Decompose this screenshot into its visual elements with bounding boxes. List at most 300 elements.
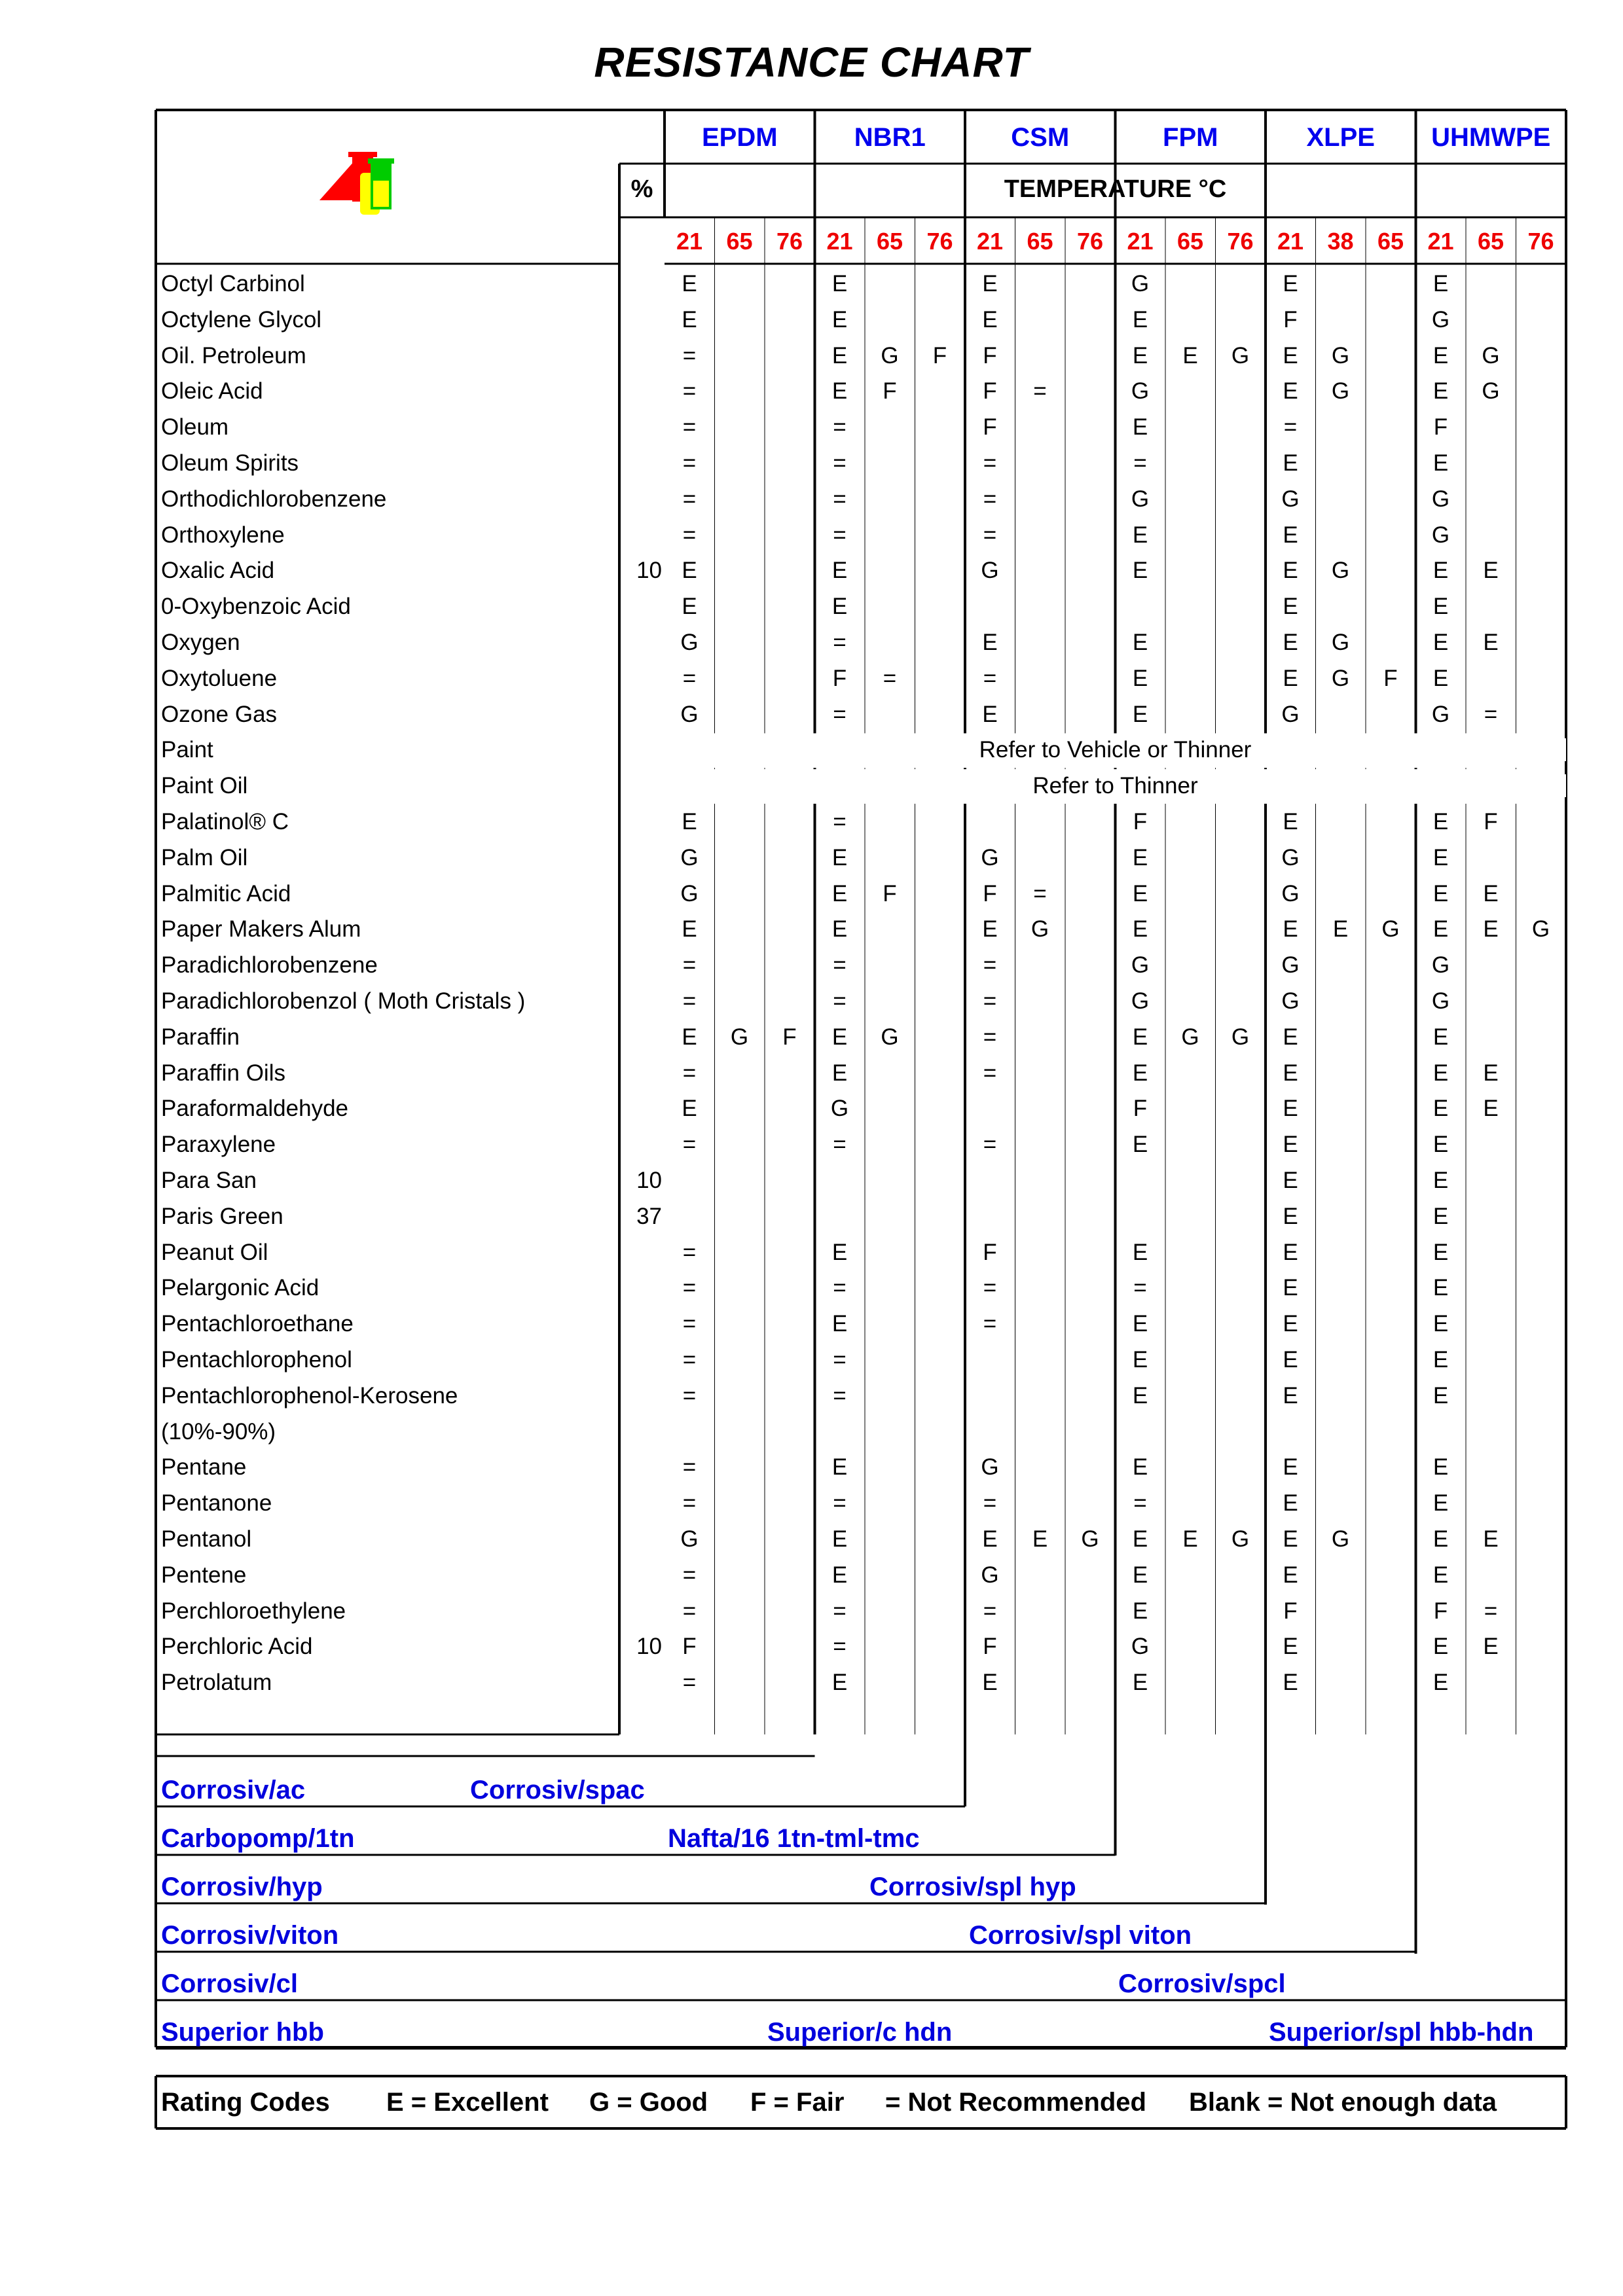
rating-cell: E [1432,1490,1449,1516]
chemical-name: Paradichlorobenzene [161,952,378,978]
rating-cell: = [682,414,697,440]
rating-cell: E [1483,630,1499,655]
rating-cell: E [1432,665,1449,691]
rating-cell: E [1283,558,1298,584]
rating-code: = Not Recommended [885,2088,1146,2117]
rating-cell: = [833,1275,847,1301]
rating-cell: E [1132,1311,1148,1337]
rating-cell: = [682,988,697,1014]
rating-cell: = [1484,701,1498,727]
rating-cell: E [1182,1526,1198,1552]
reference-code: Carbopomp/1tn [161,1824,355,1853]
rating-cell: E [1483,1096,1499,1122]
rating-cell: E [1432,630,1449,655]
chemical-name: Peanut Oil [161,1239,268,1265]
rating-cell: G [680,701,699,727]
material-header-epdm: EPDM [701,123,778,152]
rating-cell: E [1283,1132,1298,1158]
rating-cell: = [682,450,697,476]
temperature-label: 21 [976,228,1004,255]
rating-cell: F [1484,809,1498,834]
rating-cell: E [1283,1168,1298,1193]
rating-cell: E [831,1454,848,1480]
rating-cell: E [1432,378,1449,404]
rating-cell: E [1283,1275,1298,1301]
rating-cell: G [1131,988,1150,1014]
chemical-name: Octylene Glycol [161,306,322,332]
rating-cell: G [1231,1526,1250,1552]
rating-cell: G [1431,522,1450,548]
rating-cell: G [1081,1526,1099,1552]
rating-cell: E [682,809,697,834]
rating-cell: E [1432,1203,1449,1229]
rating-cell: E [831,1526,848,1552]
rating-cell: E [1432,1132,1449,1158]
rating-cell: E [831,1311,848,1337]
rating-cell: F [1283,1598,1298,1624]
chemical-name: Perchloroethylene [161,1598,346,1624]
rating-cell: = [833,809,847,834]
rating-cell: E [682,558,697,584]
rating-cell: E [682,1024,697,1050]
rating-cell: E [831,1060,848,1086]
rating-cell: = [983,1024,997,1050]
rating-cell: E [1432,558,1449,584]
rating-cell: E [682,271,697,296]
rating-cell: = [833,1347,847,1372]
rating-cell: = [1133,1275,1147,1301]
chemical-name: Octyl Carbinol [161,271,305,296]
rating-cell: = [682,486,697,512]
chemical-name: Oxytoluene [161,665,278,691]
rating-cell: E [1283,630,1298,655]
rating-cell: E [1283,665,1298,691]
rating-cell: E [682,916,697,942]
rating-cell: = [682,665,697,691]
rating-cell: E [1032,1526,1048,1552]
material-header-uhmwpe: UHMWPE [1431,123,1551,152]
rating-cell: E [1132,665,1148,691]
rating-cell: E [1132,880,1148,906]
rating-cell: E [1332,916,1349,942]
chemical-name: Paraformaldehyde [161,1096,348,1122]
rating-cell: = [983,1275,997,1301]
rating-cell: G [881,1024,899,1050]
rating-cell: E [1283,1060,1298,1086]
rating-cell: E [1432,809,1449,834]
rating-cell: E [1132,844,1148,870]
rating-cell: F [682,1634,697,1660]
rating-cell: = [833,1132,847,1158]
reference-code: Corrosiv/spl viton [969,1921,1192,1950]
rating-cell: F [782,1024,797,1050]
rating-cell: F [883,880,897,906]
rating-cell: = [682,1382,697,1408]
chemical-name: Paraffin Oils [161,1060,285,1086]
reference-code: Superior hbb [161,2018,324,2047]
rating-cell: = [833,1634,847,1660]
chemical-name: Oleum Spirits [161,450,299,476]
rating-cell: E [1432,1382,1449,1408]
rating-cell: G [1281,952,1300,978]
rating-cell: E [1132,306,1148,332]
chemical-name: Paraffin [161,1024,240,1050]
reference-code: Corrosiv/spac [470,1776,645,1804]
rating-cell: = [1033,880,1047,906]
rating-code: E = Excellent [386,2088,549,2117]
rating-cell: E [1132,522,1148,548]
rating-cell: E [1283,809,1298,834]
rating-cell: = [983,486,997,512]
temperature-label: 38 [1327,228,1354,255]
rating-cell: E [1432,1168,1449,1193]
rating-cell: = [682,522,697,548]
rating-cell: E [1283,1490,1298,1516]
rating-cell: G [1131,486,1150,512]
rating-cell: E [1132,1562,1148,1588]
temperature-label: 76 [1076,228,1104,255]
rating-cell: G [1131,378,1150,404]
rating-cell: E [1432,1562,1449,1588]
rating-cell: E [831,1562,848,1588]
chemical-name: Pentene [161,1562,247,1588]
rating-cell: E [831,844,848,870]
reference-code: Corrosiv/hyp [161,1873,323,1901]
rating-cell: E [1283,1634,1298,1660]
concentration-value: 37 [636,1203,662,1229]
temperature-label: 21 [1277,228,1304,255]
rating-cell: = [682,1598,697,1624]
rating-cell: = [983,522,997,548]
rating-cell: G [981,844,999,870]
rating-cell: = [833,522,847,548]
rating-cell: G [1131,271,1150,296]
rating-cell: = [1133,450,1147,476]
rating-cell: = [833,1382,847,1408]
rating-cell: = [833,988,847,1014]
chemical-name: Para San [161,1168,257,1193]
rating-cell: = [833,701,847,727]
rating-cell: E [1283,1347,1298,1372]
chemical-name: Oxalic Acid [161,558,275,584]
chemical-name: Pentane [161,1454,247,1480]
rating-cell: F [1133,809,1148,834]
chemical-name: Oil. Petroleum [161,342,306,368]
rating-cell: F [983,1634,997,1660]
rating-cell: = [983,1490,997,1516]
rating-code: F = Fair [750,2088,845,2117]
rating-cell: E [1182,342,1198,368]
page-title: RESISTANCE CHART [594,39,1029,86]
rating-cell: G [1281,844,1300,870]
rating-cell: E [982,630,998,655]
concentration-value: 10 [636,1168,662,1193]
rating-cell: E [831,916,848,942]
rating-cell: E [1132,1454,1148,1480]
rating-cell: E [682,594,697,620]
rating-cell: = [682,378,697,404]
rating-cell: E [1283,1670,1298,1696]
rating-cell: = [682,1490,697,1516]
rating-cell: = [833,450,847,476]
rating-cell: = [682,1670,697,1696]
rating-codes-label: Rating Codes [161,2088,330,2117]
rating-cell: G [1331,1526,1350,1552]
rating-cell: G [1331,665,1350,691]
material-header-csm: CSM [1011,123,1070,152]
reference-code: Corrosiv/ac [161,1776,306,1804]
temperature-label: 21 [1427,228,1454,255]
rating-cell: E [1432,916,1449,942]
rating-cell: F [1383,665,1398,691]
rating-cell: E [1283,1024,1298,1050]
rating-cell: F [932,342,947,368]
rating-cell: E [1132,1382,1148,1408]
rating-cell: = [983,1132,997,1158]
rating-cell: G [680,1526,699,1552]
rating-cell: E [1432,844,1449,870]
rating-cell: E [831,378,848,404]
rating-cell: G [1281,701,1300,727]
chemical-name: Oleic Acid [161,378,263,404]
rating-cell: E [1283,342,1298,368]
temperature-label: 65 [1176,228,1204,255]
rating-cell: E [1283,271,1298,296]
temperature-label: 65 [876,228,903,255]
rating-cell: E [982,271,998,296]
rating-cell: G [730,1024,749,1050]
rating-cell: E [1432,1670,1449,1696]
chemical-name: 0-Oxybenzoic Acid [161,594,351,620]
rating-cell: E [1283,1239,1298,1265]
rating-cell: G [1331,630,1350,655]
chemical-name: Petrolatum [161,1670,272,1696]
chemical-name: (10%-90%) [161,1418,276,1444]
rating-cell: E [1483,1526,1499,1552]
rating-cell: E [1283,916,1298,942]
rating-cell: = [1283,414,1298,440]
rating-cell: = [682,1275,697,1301]
rating-cell: = [833,486,847,512]
chemical-name: Pentachlorophenol [161,1347,352,1372]
rating-cell: E [1432,342,1449,368]
temperature-label: 76 [1527,228,1554,255]
temperature-label: 76 [776,228,803,255]
rating-cell: E [1483,558,1499,584]
rating-cell: E [1432,1347,1449,1372]
rating-cell: E [1132,701,1148,727]
temperature-label: 65 [1027,228,1053,255]
rating-cell: E [831,880,848,906]
chemical-name: Oleum [161,414,229,440]
reference-code: Superior/c hdn [767,2018,953,2047]
concentration-value: 10 [636,558,662,584]
refer-note: Refer to Thinner [665,774,1566,797]
rating-cell: E [1283,1382,1298,1408]
rating-cell: G [1131,1634,1150,1660]
rating-cell: E [1132,630,1148,655]
rating-cell: F [983,880,997,906]
rating-cell: E [1132,414,1148,440]
rating-cell: E [831,594,848,620]
rating-cell: E [982,916,998,942]
rating-cell: E [1432,450,1449,476]
rating-cell: = [682,1454,697,1480]
material-header-fpm: FPM [1163,123,1218,152]
rating-cell: E [1432,1454,1449,1480]
rating-cell: E [1432,594,1449,620]
rating-cell: E [1432,1060,1449,1086]
rating-cell: = [682,1239,697,1265]
rating-cell: E [1483,1060,1499,1086]
chemical-name: Oxygen [161,630,240,655]
rating-cell: G [1181,1024,1199,1050]
rating-cell: = [983,1311,997,1337]
rating-cell: = [983,665,997,691]
rating-cell: = [682,1132,697,1158]
rating-cell: E [1432,1096,1449,1122]
rating-cell: E [831,558,848,584]
chemical-name: Palm Oil [161,844,248,870]
rating-cell: G [1231,342,1250,368]
rating-cell: G [1431,306,1450,332]
rating-cell: E [1283,1311,1298,1337]
chemical-name: Paint [161,737,213,763]
rating-cell: E [682,1096,697,1122]
rating-cell: E [1283,1203,1298,1229]
rating-cell: E [1432,1634,1449,1660]
rating-code: G = Good [589,2088,708,2117]
rating-cell: F [983,1239,997,1265]
rating-cell: E [831,1670,848,1696]
chemical-name: Palmitic Acid [161,880,291,906]
rating-cell: G [1331,378,1350,404]
rating-cell: E [1283,1454,1298,1480]
rating-cell: G [1531,916,1550,942]
temperature-label: 65 [726,228,753,255]
rating-cell: E [1132,1060,1148,1086]
temperature-label: 21 [826,228,853,255]
rating-cell: E [1432,1275,1449,1301]
chemical-name: Pentachloroethane [161,1311,354,1337]
rating-cell: E [1432,271,1449,296]
rating-cell: E [1283,378,1298,404]
rating-cell: G [1431,952,1450,978]
rating-cell: = [983,988,997,1014]
rating-cell: E [1283,1526,1298,1552]
rating-cell: F [832,665,847,691]
rating-cell: G [1431,486,1450,512]
rating-cell: G [981,1562,999,1588]
reference-code: Corrosiv/spcl [1118,1969,1286,1998]
rating-cell: = [883,665,897,691]
material-header-nbr1: NBR1 [854,123,926,152]
rating-cell: G [1030,916,1049,942]
rating-cell: E [831,342,848,368]
temperature-label: 65 [1377,228,1404,255]
reference-code: Corrosiv/viton [161,1921,339,1950]
chemical-name: Perchloric Acid [161,1634,313,1660]
rating-cell: F [1433,1598,1448,1624]
rating-cell: E [1132,1598,1148,1624]
rating-cell: G [1281,486,1300,512]
rating-cell: E [1432,1239,1449,1265]
rating-cell: E [1132,1347,1148,1372]
rating-cell: = [983,450,997,476]
rating-cell: F [1433,414,1448,440]
material-header-xlpe: XLPE [1306,123,1375,152]
rating-cell: = [833,1490,847,1516]
rating-cell: = [983,952,997,978]
rating-cell: G [1281,988,1300,1014]
rating-cell: E [1283,1096,1298,1122]
rating-cell: E [1132,1670,1148,1696]
rating-cell: G [1281,880,1300,906]
rating-cell: E [831,271,848,296]
rating-cell: G [1331,342,1350,368]
temperature-label: 76 [1227,228,1254,255]
rating-cell: = [983,1598,997,1624]
temperature-label: 21 [676,228,703,255]
rating-cell: = [682,1311,697,1337]
rating-cell: = [833,952,847,978]
rating-cell: E [1483,916,1499,942]
rating-cell: E [1132,558,1148,584]
rating-cell: = [1133,1490,1147,1516]
rating-cell: F [883,378,897,404]
rating-cell: F [1133,1096,1148,1122]
rating-cell: G [1431,701,1450,727]
rating-cell: E [982,1670,998,1696]
reference-code: Corrosiv/spl hyp [869,1873,1076,1901]
rating-cell: E [1432,1024,1449,1050]
rating-cell: E [1283,594,1298,620]
chemical-name: Paint Oil [161,773,248,799]
reference-code: Superior/spl hbb-hdn [1269,2018,1534,2047]
rating-cell: E [1132,342,1148,368]
rating-cell: E [831,306,848,332]
chemical-name: Orthoxylene [161,522,285,548]
refer-note: Refer to Vehicle or Thinner [665,738,1566,761]
rating-cell: F [983,378,997,404]
rating-cell: E [1432,1311,1449,1337]
rating-cell: E [1132,916,1148,942]
rating-cell: = [833,630,847,655]
rating-cell: E [1283,450,1298,476]
rating-cell: = [1484,1598,1498,1624]
rating-code: Blank = Not enough data [1189,2088,1497,2117]
rating-cell: G [881,342,899,368]
rating-cell: E [1432,1526,1449,1552]
rating-cell: G [1381,916,1400,942]
rating-cell: E [831,1239,848,1265]
chemical-name: Paris Green [161,1203,283,1229]
rating-cell: G [1131,952,1150,978]
rating-cell: E [982,306,998,332]
temperature-label: 21 [1127,228,1154,255]
rating-cell: G [1231,1024,1250,1050]
rating-cell: F [983,414,997,440]
rating-cell: = [682,342,697,368]
rating-cell: E [982,701,998,727]
rating-cell: E [1132,1132,1148,1158]
rating-cell: G [1331,558,1350,584]
rating-cell: F [983,342,997,368]
rating-cell: E [982,1526,998,1552]
rating-cell: = [983,1060,997,1086]
chemical-name: Pelargonic Acid [161,1275,319,1301]
chemical-name: Paper Makers Alum [161,916,361,942]
